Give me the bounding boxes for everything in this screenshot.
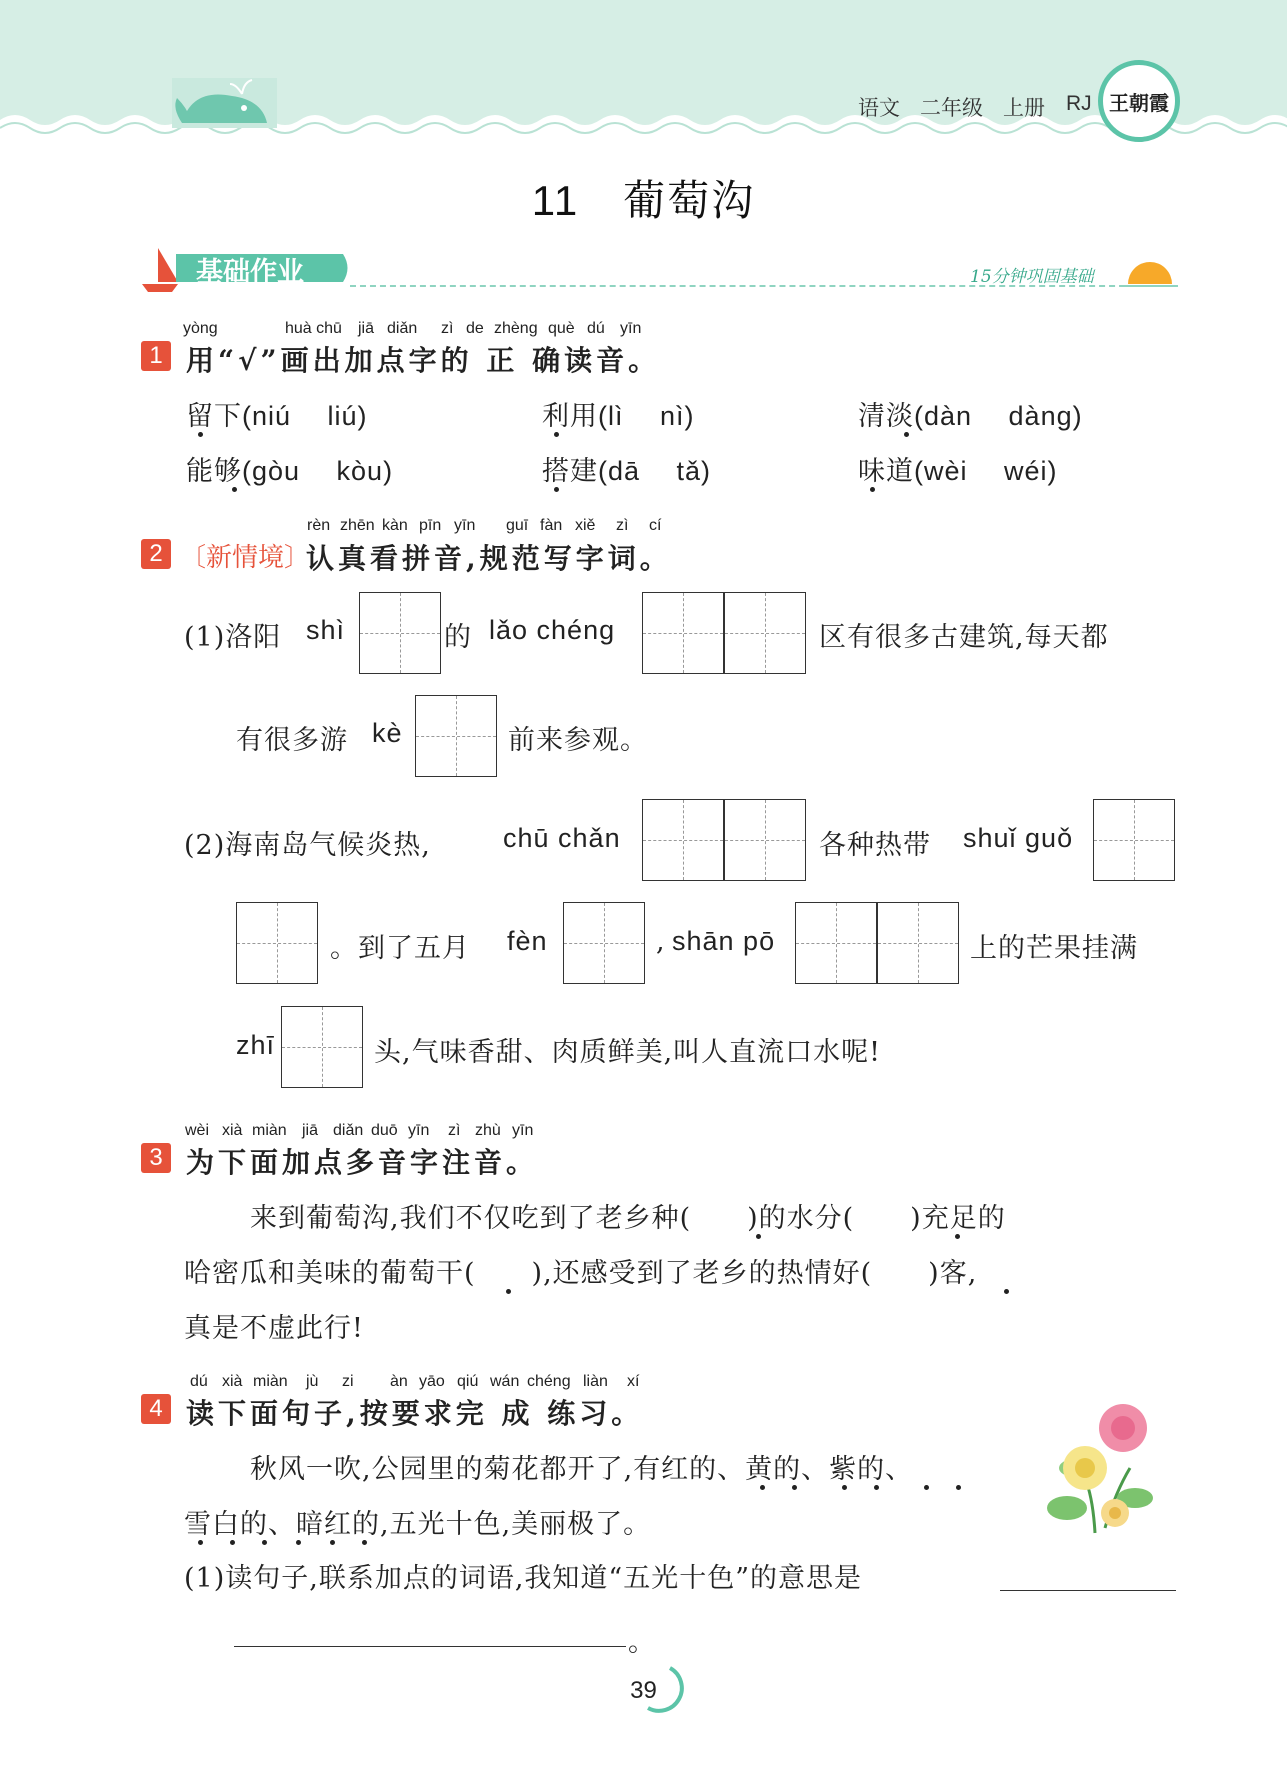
emphasis-dot <box>874 1485 879 1490</box>
q1-item-3-options: (dàn dàng) <box>914 401 1083 431</box>
writing-box[interactable] <box>415 695 497 777</box>
q2-pinyin-2: zhēn <box>340 517 375 534</box>
q2-pinyin-5: yīn <box>454 517 476 534</box>
emphasis-dot <box>870 487 875 492</box>
q1-item-2-options: (lì nì) <box>598 401 695 431</box>
q3-instruction: 为下面加点多音字注音。 <box>186 1146 539 1179</box>
q3-pinyin-3: miàn <box>252 1122 287 1139</box>
q4-subquestion-1: (1)读句子,联系加点的词语,我知道“五光十色”的意思是 <box>184 1563 863 1594</box>
q4-pinyin-1: dú <box>190 1373 208 1390</box>
q2-line2-text-a: 有很多游 <box>236 725 348 756</box>
header-edition: RJ <box>1066 92 1092 115</box>
q1-item-4-options: (gòu kòu) <box>242 456 394 486</box>
q3-paragraph-line2: 哈密瓜和美味的葡萄干( ),还感受到了老乡的热情好( )客, <box>184 1258 978 1289</box>
q3-pinyin-2: xià <box>222 1122 243 1139</box>
q1-item-6-options: (wèi wéi) <box>914 456 1058 486</box>
emphasis-dot <box>506 1289 511 1294</box>
writing-box[interactable] <box>1093 799 1175 881</box>
q2-new-context-tag: 〔新情境〕 <box>180 543 311 573</box>
q1-pinyin-7: zhèng <box>494 320 538 337</box>
chrysanthemum-illustration <box>1045 1398 1155 1538</box>
emphasis-dot <box>230 1540 235 1545</box>
q2-line4-pinyin-fen: fèn <box>507 926 548 956</box>
q4-pinyin-10: chéng <box>527 1373 571 1390</box>
emphasis-dot <box>330 1540 335 1545</box>
q1-instruction: 用“√”画出加点字的 正 确读音。 <box>186 344 661 377</box>
q3-number-badge: 3 <box>141 1143 171 1173</box>
emphasis-dot <box>792 1485 797 1490</box>
q3-pinyin-8: zì <box>448 1122 461 1139</box>
whale-icon <box>172 78 277 138</box>
q4-pinyin-5: zi <box>342 1373 354 1390</box>
header-volume: 上册 <box>1003 97 1045 120</box>
emphasis-dot <box>362 1540 367 1545</box>
writing-box[interactable] <box>642 799 724 881</box>
q3-pinyin-9: zhù <box>475 1122 501 1139</box>
q4-paragraph-line1: 秋风一吹,公园里的菊花都开了,有红的、黄的、紫的、 <box>250 1454 914 1485</box>
q1-pinyin-2: huà chū <box>285 320 342 337</box>
header-subject: 语文 <box>858 97 900 120</box>
q2-instruction: 认真看拼音,规范写字词。 <box>306 542 672 575</box>
q2-pinyin-6: guī <box>506 517 529 534</box>
writing-box[interactable] <box>642 592 724 674</box>
q4-pinyin-4: jù <box>306 1373 319 1390</box>
brand-logo <box>1098 60 1180 142</box>
q4-pinyin-9: wán <box>490 1373 520 1390</box>
q2-line5-text-b: 头,气味香甜、肉质鲜美,叫人直流口水呢! <box>374 1037 882 1068</box>
q1-item-1-word: 留下 <box>186 401 242 432</box>
q2-line3-text-a: (2)海南岛气候炎热, <box>184 830 431 861</box>
writing-box[interactable] <box>236 902 318 984</box>
q1-number-badge: 1 <box>141 341 171 371</box>
q2-line3-pinyin-chuchan: chū chǎn <box>503 823 621 853</box>
emphasis-dot <box>198 432 203 437</box>
q3-pinyin-10: yīn <box>512 1122 534 1139</box>
header-grade: 二年级 <box>920 97 983 120</box>
q2-line4-text-a: 。到了五月 <box>330 933 470 964</box>
q1-pinyin-6: de <box>466 320 484 337</box>
q2-line5-pinyin-zhi: zhī <box>236 1030 276 1060</box>
emphasis-dot <box>232 487 237 492</box>
q1-item-2-word: 利用 <box>542 401 598 432</box>
q2-pinyin-3: kàn <box>382 517 408 534</box>
q3-pinyin-4: jiā <box>302 1122 319 1139</box>
writing-box[interactable] <box>724 592 806 674</box>
q2-pinyin-9: zì <box>616 517 629 534</box>
writing-box[interactable] <box>877 902 959 984</box>
q2-line1-pinyin-laocheng: lǎo chéng <box>489 615 616 645</box>
q4-paragraph-line2: 雪白的、暗红的,五光十色,美丽极了。 <box>184 1509 652 1540</box>
q2-pinyin-1: rèn <box>307 517 331 534</box>
q2-number-badge: 2 <box>141 539 171 569</box>
q2-pinyin-4: pīn <box>419 517 442 534</box>
emphasis-dot <box>756 1234 761 1239</box>
q3-paragraph-line1: 来到葡萄沟,我们不仅吃到了老乡种( )的水分( )充足的 <box>250 1203 1006 1234</box>
brand-logo-text: 王朝霞 <box>1109 91 1169 115</box>
q3-paragraph-line3: 真是不虚此行! <box>184 1313 364 1344</box>
q1-item-1 <box>186 394 368 433</box>
q3-pinyin-5: diǎn <box>333 1122 364 1139</box>
q1-pinyin-10: yīn <box>620 320 642 337</box>
q3-pinyin-1: wèi <box>185 1122 210 1139</box>
emphasis-dot <box>842 1485 847 1490</box>
writing-box[interactable] <box>359 592 441 674</box>
q1-item-4-word: 能够 <box>186 456 242 487</box>
emphasis-dot <box>760 1485 765 1490</box>
page-number: 39 <box>630 1677 657 1704</box>
writing-box[interactable] <box>724 799 806 881</box>
q1-item-5 <box>542 449 711 488</box>
q4-instruction: 读下面句子,按要求完 成 练习。 <box>186 1397 644 1430</box>
q1-pinyin-4: diǎn <box>387 320 418 337</box>
q4-pinyin-8: qiú <box>457 1373 479 1390</box>
writing-box[interactable] <box>563 902 645 984</box>
q1-item-3-word: 清淡 <box>858 401 914 432</box>
q2-pinyin-10: cí <box>649 517 662 534</box>
section-label: 基础作业 <box>196 257 304 287</box>
emphasis-dot <box>924 1485 929 1490</box>
emphasis-dot <box>1004 1289 1009 1294</box>
q2-line1-pinyin-shi: shì <box>306 615 346 645</box>
q2-line4-pinyin-shanpo: shān pō <box>672 926 776 956</box>
answer-line[interactable] <box>1000 1590 1176 1591</box>
page-title: 11 葡萄沟 <box>531 177 756 224</box>
q1-item-5-options: (dā tǎ) <box>598 456 712 486</box>
q4-pinyin-11: liàn <box>583 1373 608 1390</box>
q1-item-3 <box>858 394 1083 433</box>
emphasis-dot <box>262 1540 267 1545</box>
sun-icon <box>1122 250 1178 290</box>
q2-line4-text-c: , <box>656 926 666 957</box>
q4-pinyin-12: xí <box>627 1373 640 1390</box>
q4-pinyin-2: xià <box>222 1373 243 1390</box>
q4-pinyin-7: yāo <box>419 1373 445 1390</box>
q1-item-6-word: 味道 <box>858 456 914 487</box>
q1-pinyin-8: què <box>548 320 575 337</box>
q2-line3-text-c: 各种热带 <box>819 830 931 861</box>
q1-item-1-options: (niú liú) <box>242 401 368 431</box>
q4-number-badge: 4 <box>141 1394 171 1424</box>
q2-pinyin-8: xiě <box>575 517 596 534</box>
q2-line1-text-a: (1)洛阳 <box>184 622 282 653</box>
q3-pinyin-6: duō <box>371 1122 398 1139</box>
q4-pinyin-3: miàn <box>253 1373 288 1390</box>
emphasis-dot <box>296 1540 301 1545</box>
q2-line2-text-c: 前来参观。 <box>508 725 648 756</box>
q1-item-6 <box>858 449 1058 488</box>
q1-pinyin-9: dú <box>587 320 605 337</box>
emphasis-dot <box>198 1540 203 1545</box>
q4-pinyin-6: àn <box>390 1373 408 1390</box>
writing-box[interactable] <box>281 1006 363 1088</box>
emphasis-dot <box>904 432 909 437</box>
q2-line1-text-c: 的 <box>444 622 472 653</box>
q2-line1-text-e: 区有很多古建筑,每天都 <box>819 622 1109 653</box>
q2-line4-text-e: 上的芒果挂满 <box>970 933 1138 964</box>
q3-pinyin-7: yīn <box>408 1122 430 1139</box>
q1-pinyin-5: zì <box>441 320 454 337</box>
q1-item-4 <box>186 449 393 488</box>
q1-item-2 <box>542 394 695 433</box>
emphasis-dot <box>554 432 559 437</box>
q1-pinyin-3: jiā <box>358 320 375 337</box>
q4-answer-end-period: 。 <box>628 1627 656 1658</box>
q2-pinyin-7: fàn <box>540 517 563 534</box>
q2-line3-pinyin-shuiguo: shuǐ guǒ <box>963 823 1074 853</box>
section-time-note: 15分钟巩固基础 <box>970 267 1094 287</box>
emphasis-dot <box>554 487 559 492</box>
q2-line2-pinyin-ke: kè <box>372 718 403 748</box>
emphasis-dot <box>956 1485 961 1490</box>
q1-item-5-word: 搭建 <box>542 456 598 487</box>
q1-pinyin-1: yòng <box>183 320 218 337</box>
answer-line[interactable] <box>234 1646 626 1647</box>
emphasis-dot <box>955 1234 960 1239</box>
writing-box[interactable] <box>795 902 877 984</box>
